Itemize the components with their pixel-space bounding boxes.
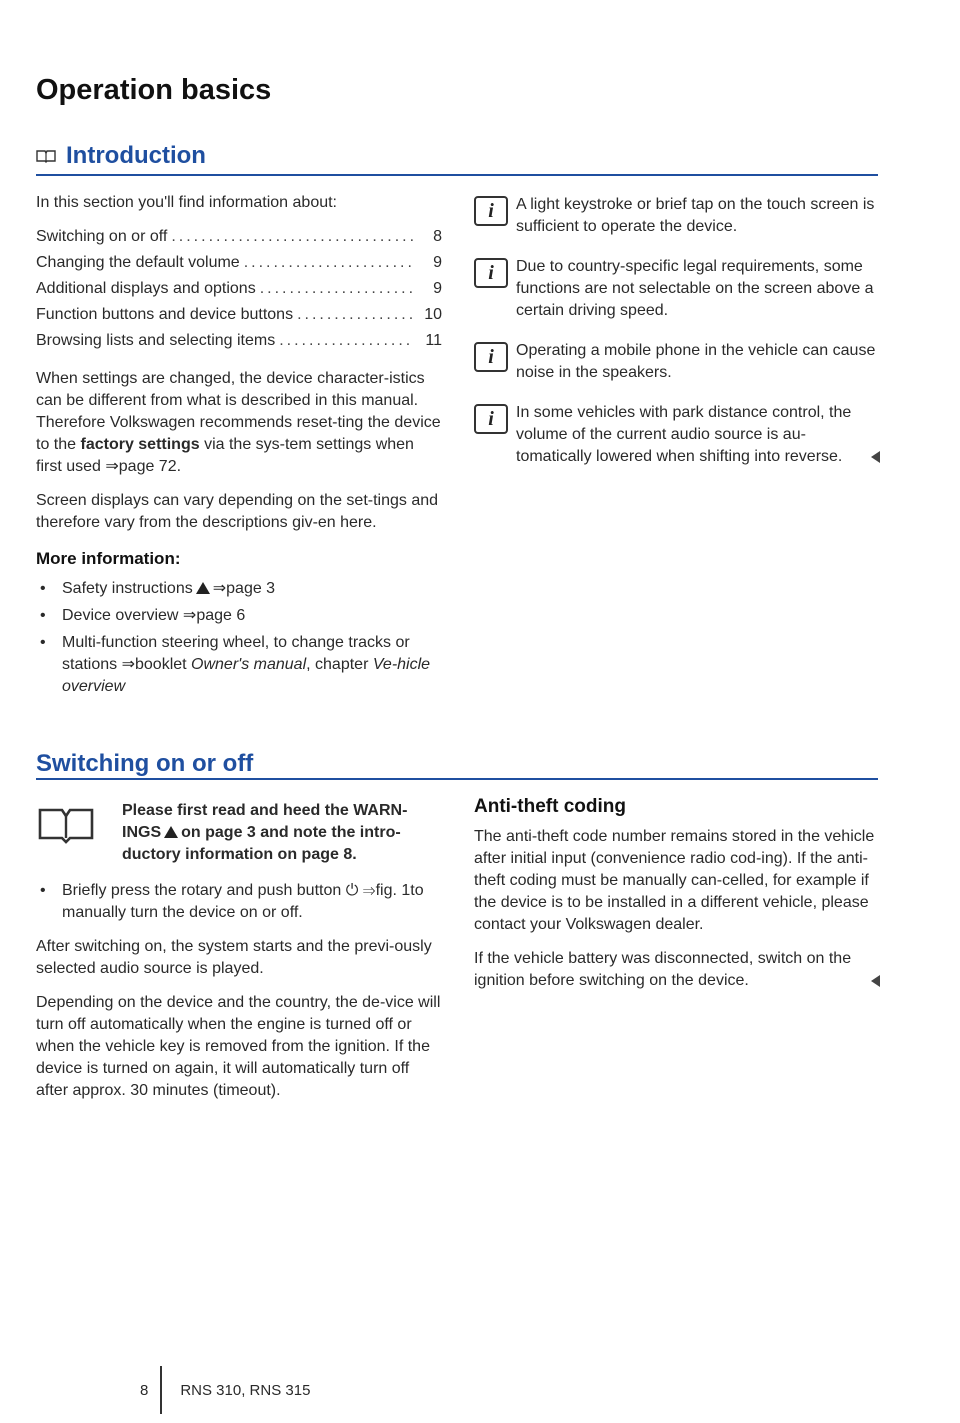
list-item[interactable]: • Multi-function steering wheel, to change tracks or stations ⇒booklet Owner's manual, chapter Ve-hicle overview (36, 632, 442, 698)
info-note: i A light keystroke or brief tap on the touch screen is sufficient to operate the device. (474, 194, 880, 238)
switching-paragraph: After switching on, the system starts and the previ-ously selected audio source is played. (36, 938, 432, 977)
anti-theft-paragraph: The anti-theft code number remains stored in the vehicle after initial input (convenience radio cod-ing). If the anti-theft coding must be manually can-celled, for example if the device is to be installed in a different vehicle, please contact your Volkswagen dealer. (474, 828, 875, 933)
info-icon: i (474, 404, 508, 434)
anti-theft-column (474, 796, 880, 1004)
warning-icon (196, 582, 210, 594)
read-first-note: Please first read and heed the WARN-INGS on page 3 and note the intro-ductory information on page 8. (36, 800, 442, 866)
toc-row[interactable]: Browsing lists and selecting items ..... 11 (36, 330, 442, 356)
info-icon: i (474, 258, 508, 288)
list-item[interactable]: • Device overview ⇒page 6 (36, 605, 442, 627)
info-note: i Operating a mobile phone in the vehicle can cause noise in the speakers. (474, 340, 880, 384)
footer-divider (160, 1366, 162, 1414)
section-rule (36, 778, 878, 780)
switching-paragraph: Depending on the device and the country, the de-vice will turn off automatically when the engine is turned off or when the vehicle key is removed from the ignition. If the device is turned on again, it will automatically turn off after approx. 30 minutes (timeout). (36, 994, 441, 1099)
switching-steps (36, 880, 442, 924)
info-icon: i (474, 196, 508, 226)
book-icon (36, 149, 56, 163)
info-icon: i (474, 342, 508, 372)
more-information-heading: More information: (36, 549, 181, 568)
toc-row[interactable]: Function buttons and device buttons ..... 10 (36, 304, 442, 330)
end-of-section-icon (871, 451, 880, 463)
info-note: i In some vehicles with park distance control, the volume of the current audio source is au-tomatically lowered when shifting into reverse. (474, 402, 880, 468)
warning-icon (164, 826, 178, 838)
toc-row[interactable]: Additional displays and options ..... 9 (36, 278, 442, 304)
page-number: 8 (140, 1381, 149, 1399)
introduction-left-column (36, 192, 442, 703)
toc-row[interactable]: Changing the default volume ..... 9 (36, 252, 442, 278)
notes-column (474, 194, 880, 486)
page-title: Operation basics (36, 74, 272, 106)
more-information-list (36, 578, 442, 698)
intro-lead: In this section you'll find information about: (36, 194, 337, 211)
anti-theft-paragraph: If the vehicle battery was disconnected, switch on the ignition before switching on the device. (474, 948, 880, 992)
toc-list (36, 226, 442, 356)
switching-left-column (36, 800, 442, 1114)
info-note: i Due to country-specific legal requirements, some functions are not selectable on the screen above a certain driving speed. (474, 256, 880, 322)
intro-paragraph: Screen displays can vary depending on the set-tings and therefore vary from the descriptions giv-en here. (36, 492, 439, 531)
switching-heading (36, 750, 253, 778)
introduction-heading (36, 142, 206, 170)
book-icon (36, 804, 96, 844)
section-rule (36, 174, 878, 176)
model-name: RNS 310, RNS 315 (180, 1381, 311, 1399)
introduction-heading-text: Introduction (66, 142, 206, 169)
end-of-section-icon (871, 975, 880, 987)
switching-heading-text: Switching on or off (36, 750, 254, 777)
toc-row[interactable]: Switching on or off ..... 8 (36, 226, 442, 252)
page-footer (140, 1366, 310, 1414)
intro-paragraph: When settings are changed, the device character-istics can be different from what is described in this manual. Therefore Volkswagen recommends reset-ting the device to the factory settings via the sys-tem settings when first used ⇒page 72. (36, 370, 441, 475)
list-item[interactable]: • Briefly press the rotary and push button ⏻ ⇒fig. 1to manually turn the device on or off. (36, 880, 442, 924)
list-item[interactable]: • Safety instructions ⇒page 3 (36, 578, 442, 600)
anti-theft-heading: Anti-theft coding (474, 796, 626, 817)
